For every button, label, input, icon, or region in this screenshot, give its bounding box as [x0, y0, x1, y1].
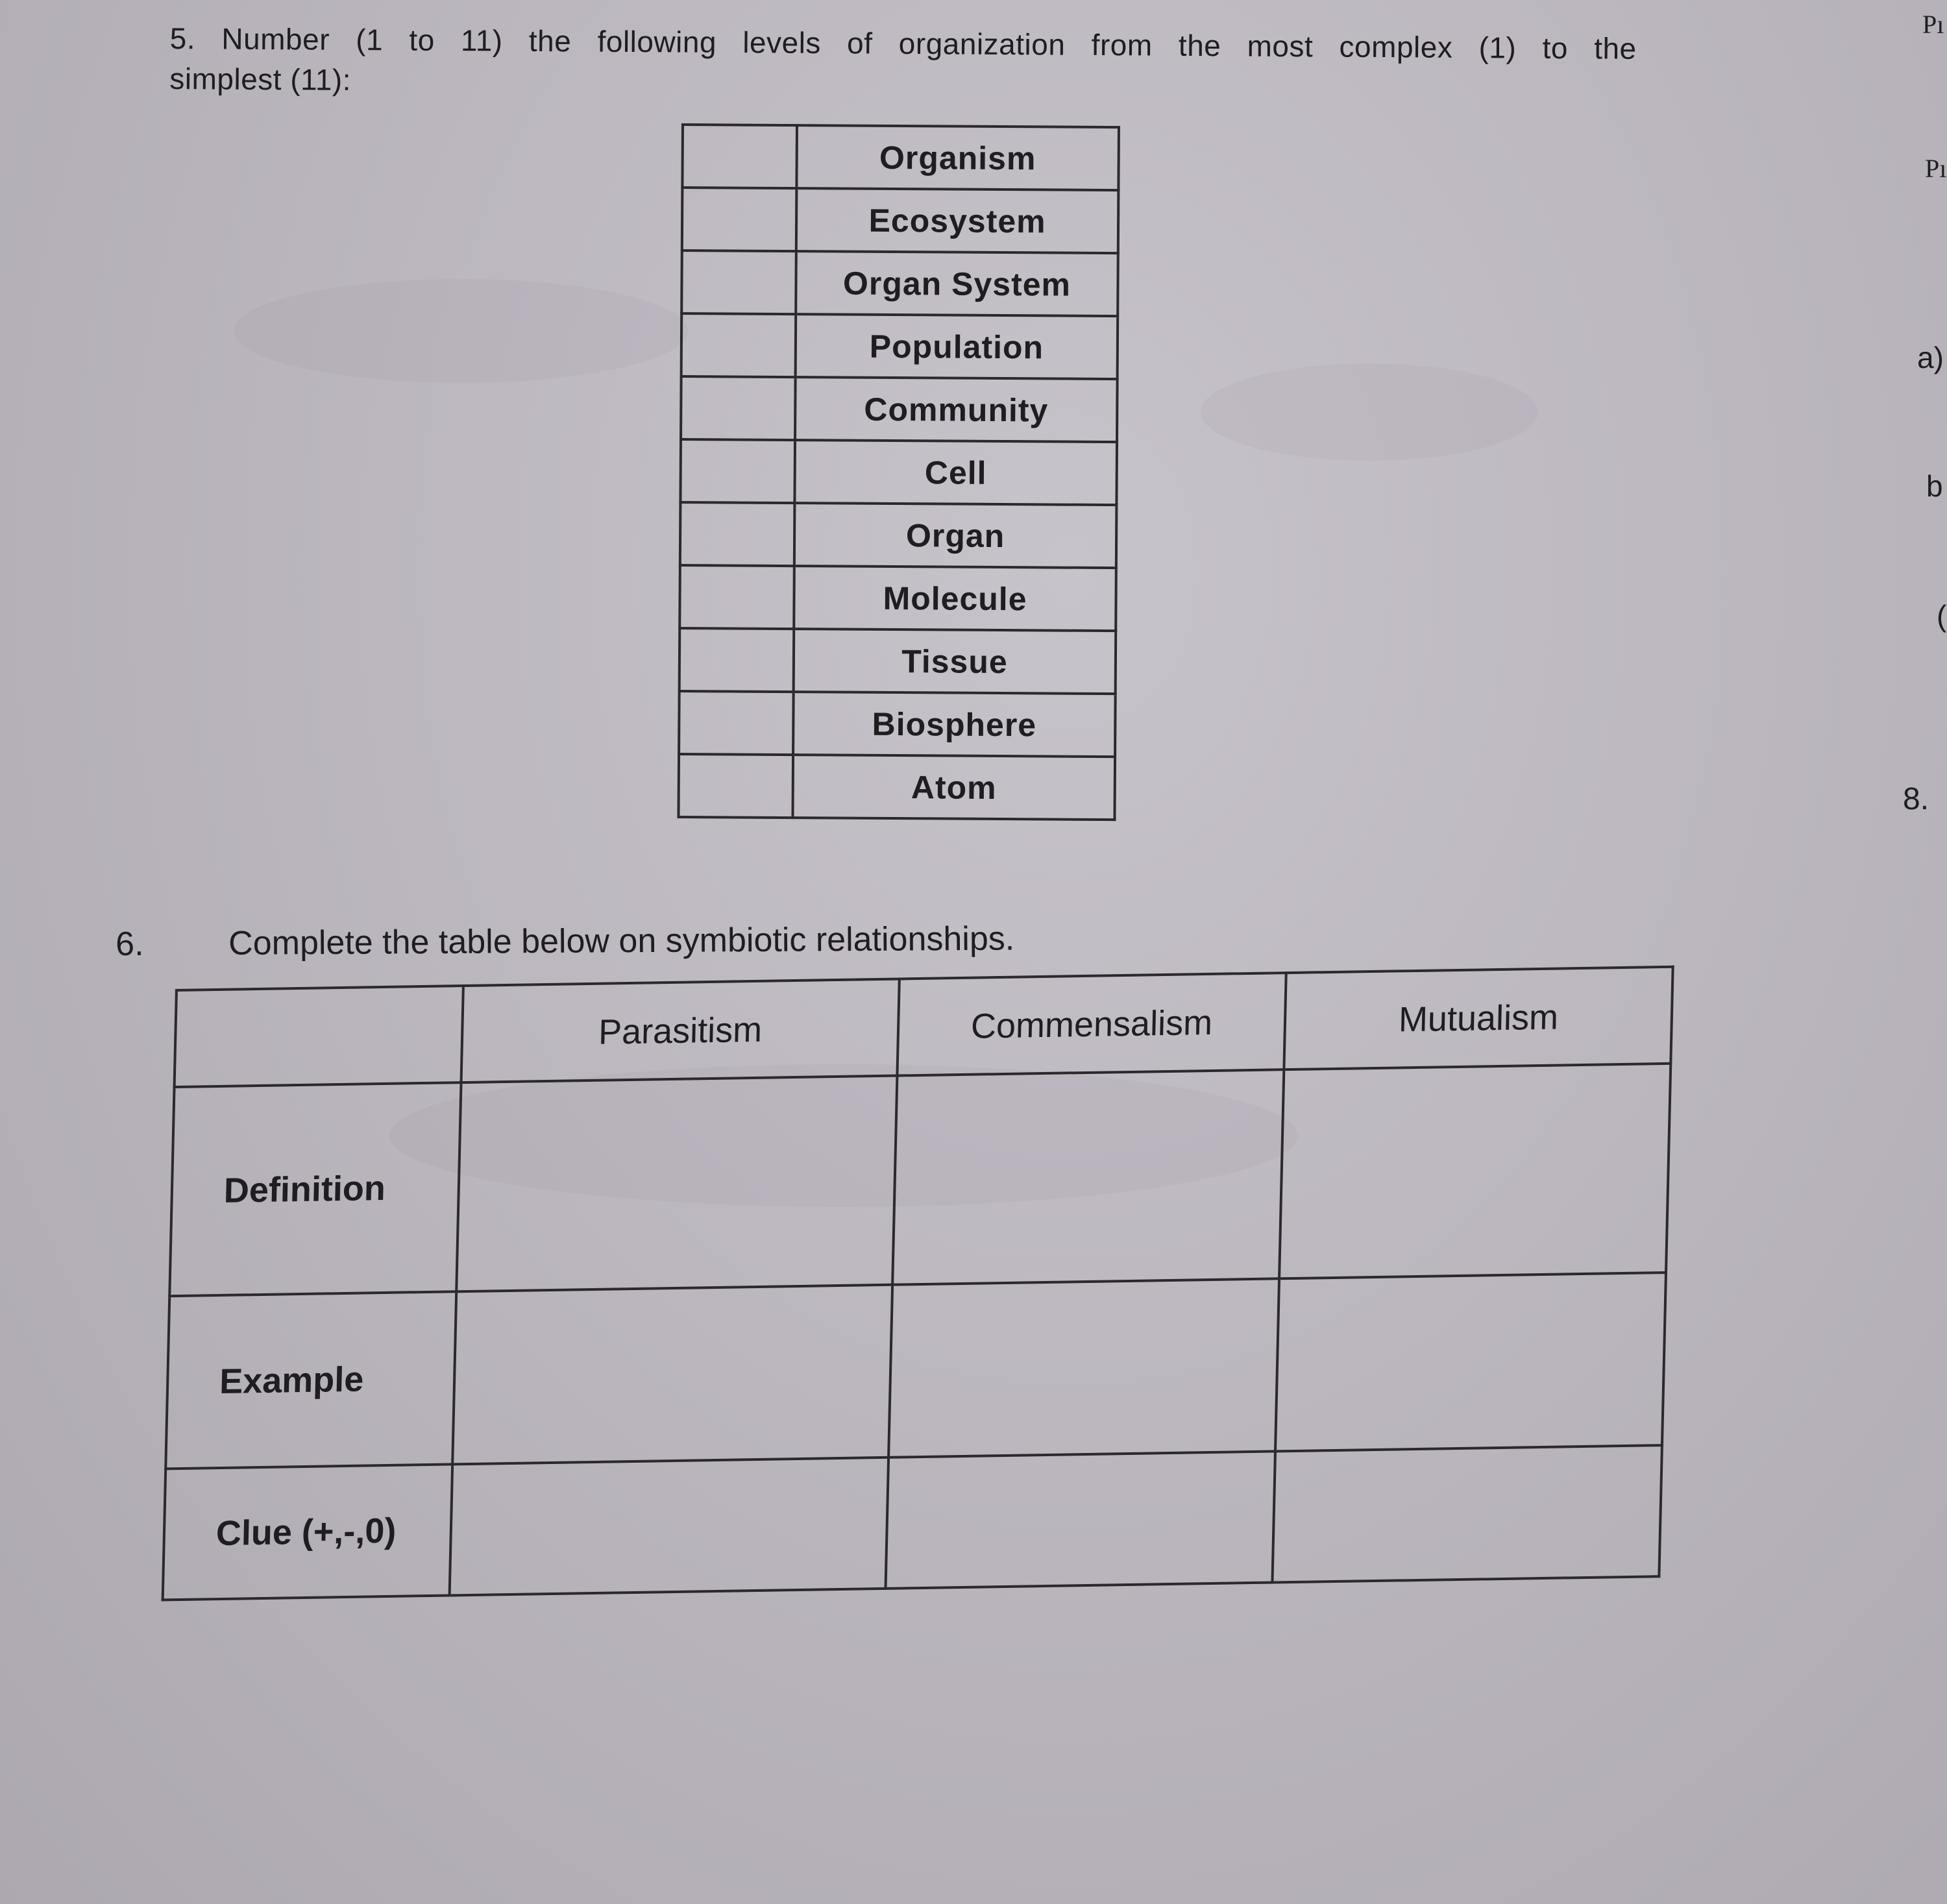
- prompt-word: (1: [356, 22, 384, 57]
- rank-answer-cell[interactable]: [680, 628, 794, 692]
- table-row: [681, 250, 1118, 316]
- show-through-mark: [234, 279, 688, 383]
- row-header: Example: [165, 1291, 456, 1469]
- table-row: [680, 565, 1116, 631]
- rank-answer-cell[interactable]: [682, 188, 797, 251]
- level-label: Atom: [792, 755, 1115, 820]
- level-label: Cell: [794, 440, 1117, 505]
- margin-fragment: 8.: [1903, 782, 1929, 816]
- level-label: Organ: [794, 503, 1117, 568]
- levels-of-organization-table: [677, 123, 1120, 821]
- row-header: Definition: [169, 1082, 461, 1296]
- rank-answer-cell[interactable]: [682, 125, 797, 188]
- answer-cell[interactable]: [892, 1069, 1284, 1285]
- level-label: Biosphere: [793, 692, 1116, 757]
- question-6-instruction: Complete the table below on symbiotic relationships.: [228, 920, 1015, 962]
- table-row: [165, 1273, 1666, 1469]
- prompt-word: (1): [1478, 31, 1517, 65]
- prompt-word: to: [409, 23, 435, 57]
- level-label: Community: [795, 377, 1118, 442]
- show-through-mark: [1201, 363, 1538, 461]
- table-row: [678, 754, 1115, 820]
- question-5-number: 5.: [169, 21, 196, 56]
- question-5-line-2: simplest (11):: [169, 61, 352, 97]
- prompt-word: most: [1247, 29, 1314, 64]
- table-row: [682, 188, 1119, 253]
- prompt-word: from: [1091, 27, 1153, 62]
- rank-answer-cell[interactable]: [681, 313, 796, 377]
- column-header: Parasitism: [461, 979, 900, 1082]
- prompt-word: 11): [460, 23, 503, 58]
- answer-cell[interactable]: [456, 1076, 897, 1292]
- rank-answer-cell[interactable]: [680, 565, 794, 629]
- prompt-word: of: [846, 26, 873, 60]
- answer-cell[interactable]: [1279, 1064, 1671, 1279]
- prompt-word: the: [1594, 31, 1637, 66]
- table-row: [681, 313, 1118, 379]
- level-label: Organism: [796, 125, 1119, 190]
- margin-fragment: b: [1926, 469, 1943, 503]
- level-label: Population: [796, 314, 1118, 379]
- prompt-word: following: [597, 24, 717, 59]
- margin-fragment: (: [1937, 599, 1947, 633]
- rank-answer-cell[interactable]: [681, 376, 796, 440]
- answer-cell[interactable]: [1272, 1445, 1662, 1582]
- table-row: [680, 439, 1117, 505]
- table-row: [163, 1445, 1662, 1600]
- answer-cell[interactable]: [450, 1458, 889, 1596]
- column-header: Mutualism: [1284, 967, 1672, 1069]
- table-row: [680, 502, 1117, 568]
- question-5-prompt: [169, 18, 1637, 109]
- table-row: [680, 628, 1116, 694]
- margin-fragment: Pı: [1922, 10, 1944, 39]
- rank-answer-cell[interactable]: [680, 502, 795, 566]
- answer-cell[interactable]: [1275, 1273, 1666, 1451]
- table-row: [681, 376, 1118, 442]
- prompt-word: the: [528, 23, 572, 58]
- table-row: [169, 1064, 1671, 1296]
- table-row: [682, 125, 1119, 190]
- symbiotic-relationships-table: [162, 966, 1674, 1602]
- rank-answer-cell[interactable]: [679, 691, 794, 755]
- prompt-word: levels: [742, 25, 822, 60]
- answer-cell[interactable]: [888, 1278, 1279, 1457]
- level-label: Tissue: [794, 629, 1116, 694]
- row-header: Clue (+,-,0): [163, 1464, 453, 1600]
- level-label: Molecule: [794, 566, 1116, 631]
- question-6-number: 6.: [116, 925, 144, 963]
- rank-answer-cell[interactable]: [680, 439, 795, 503]
- table-row: [679, 691, 1116, 757]
- rank-answer-cell[interactable]: [678, 754, 793, 818]
- level-label: Ecosystem: [796, 188, 1119, 253]
- question-6-prompt: [116, 920, 1014, 964]
- corner-cell: [175, 986, 463, 1087]
- level-label: Organ System: [796, 251, 1118, 316]
- prompt-word: Number: [221, 21, 330, 56]
- prompt-word: complex: [1339, 29, 1453, 64]
- column-header: Commensalism: [897, 973, 1286, 1075]
- rank-answer-cell[interactable]: [681, 250, 796, 314]
- margin-fragment: Pı: [1925, 154, 1947, 183]
- answer-cell[interactable]: [452, 1285, 892, 1465]
- prompt-word: organization: [898, 26, 1066, 62]
- margin-fragment: a): [1917, 341, 1944, 374]
- prompt-word: the: [1178, 28, 1221, 63]
- answer-cell[interactable]: [885, 1451, 1275, 1588]
- prompt-word: to: [1542, 31, 1569, 66]
